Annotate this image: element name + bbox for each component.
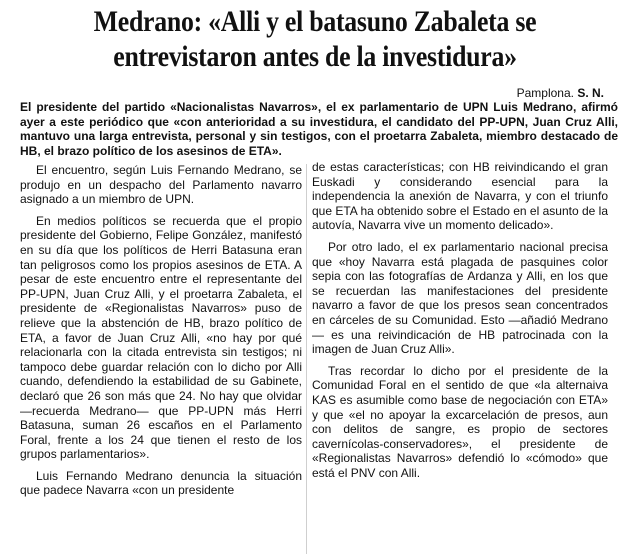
column-divider <box>306 164 307 554</box>
headline-line-2: entrevistaron antes de la investidura» <box>113 40 517 73</box>
article-paragraph: Por otro lado, el ex parlamentario nacional precisa que «hoy Navarra está plagada de pasquines color sepia con las fotografías de Ardanza y Alli, en los que se recuerdan las manifestaciones del presidente navarro a favor de que los presos sean concentrados en cárceles de su Comunidad. Esto —añadió Medrano— es una reivindicación de HB patrocinada con la imagen de Juan Cruz Alli». <box>312 239 608 357</box>
headline-line-1: Medrano: «Alli y el batasuno Zabaleta se <box>93 5 537 38</box>
lead-paragraph: El presidente del partido «Nacionalistas Navarros», el ex parlamentario de UPN Luis Medrano, afirmó ayer a este periódico que «con anterioridad a su investidura, el candidato del PP-UPN, Juan Cruz Alli, mantuvo una larga entrevista, personal y sin testigos, con el proetarra Zabaleta, miembro destacado de HB, el brazo político de los asesinos de ETA». <box>20 100 618 158</box>
article-column-right <box>312 160 608 551</box>
article-column-left <box>20 163 302 554</box>
article-paragraph: Tras recordar lo dicho por el presidente de la Comunidad Foral en el sentido de que «la alternaiva KAS es asumible como base de negociación con ETA» y que «el no apoyar la excarcelación de presos, aun con delitos de sangre, es propio de sectores cavernícolas-conservadores», el presidente de «Regionalistas Navarros» defendió lo «cómodo» que está el PNV con Alli. <box>312 363 608 480</box>
byline <box>517 86 604 100</box>
byline-place: Pamplona. <box>516 86 574 100</box>
byline-author: S. N. <box>577 86 604 100</box>
article-paragraph: Luis Fernando Medrano denuncia la situación que padece Navarra «con un presidente <box>20 468 302 498</box>
article-paragraph: En medios políticos se recuerda que el propio presidente del Gobierno, Felipe González, manifestó en su día que los políticos de Herri Batasuna eran tan peligrosos como los propios asesinos de ETA. A pesar de este encuentro entre el representante del PP-UPN, Juan Cruz Alli, y el proetarra Zabaleta, el presidente de «Regionalistas Navarros» puso de relieve que la abstención de HB, brazo político de ETA, a favor de Juan Cruz Alli, «no hay por qué relacionarla con la citada entrevista sin testigos; ni tampoco debe guardar relación con lo dicho por Alli cuando, defendiendo la estabilidad de su Gabinete, declaró que 26 son más que 24. No hay que olvidar —recuerda Medrano— que PP-UPN más Herri Batasuna, suman 26 escaños en el Parlamento Foral, frente a los 24 que tienen el resto de los grupos parlamentarios». <box>20 213 302 462</box>
article-paragraph: de estas características; con HB reivindicando el gran Euskadi y considerando esencial para la independencia la anexión de Navarra, y con el triunfo que ETA ha obtenido sobre el Estado en el asunto de la autovía, Navarra vive un momento delicado». <box>312 160 608 233</box>
headline <box>51 4 579 74</box>
article-paragraph: El encuentro, según Luis Fernando Medrano, se produjo en un despacho del Parlamento navarro asignado a un miembro de UPN. <box>20 163 302 207</box>
